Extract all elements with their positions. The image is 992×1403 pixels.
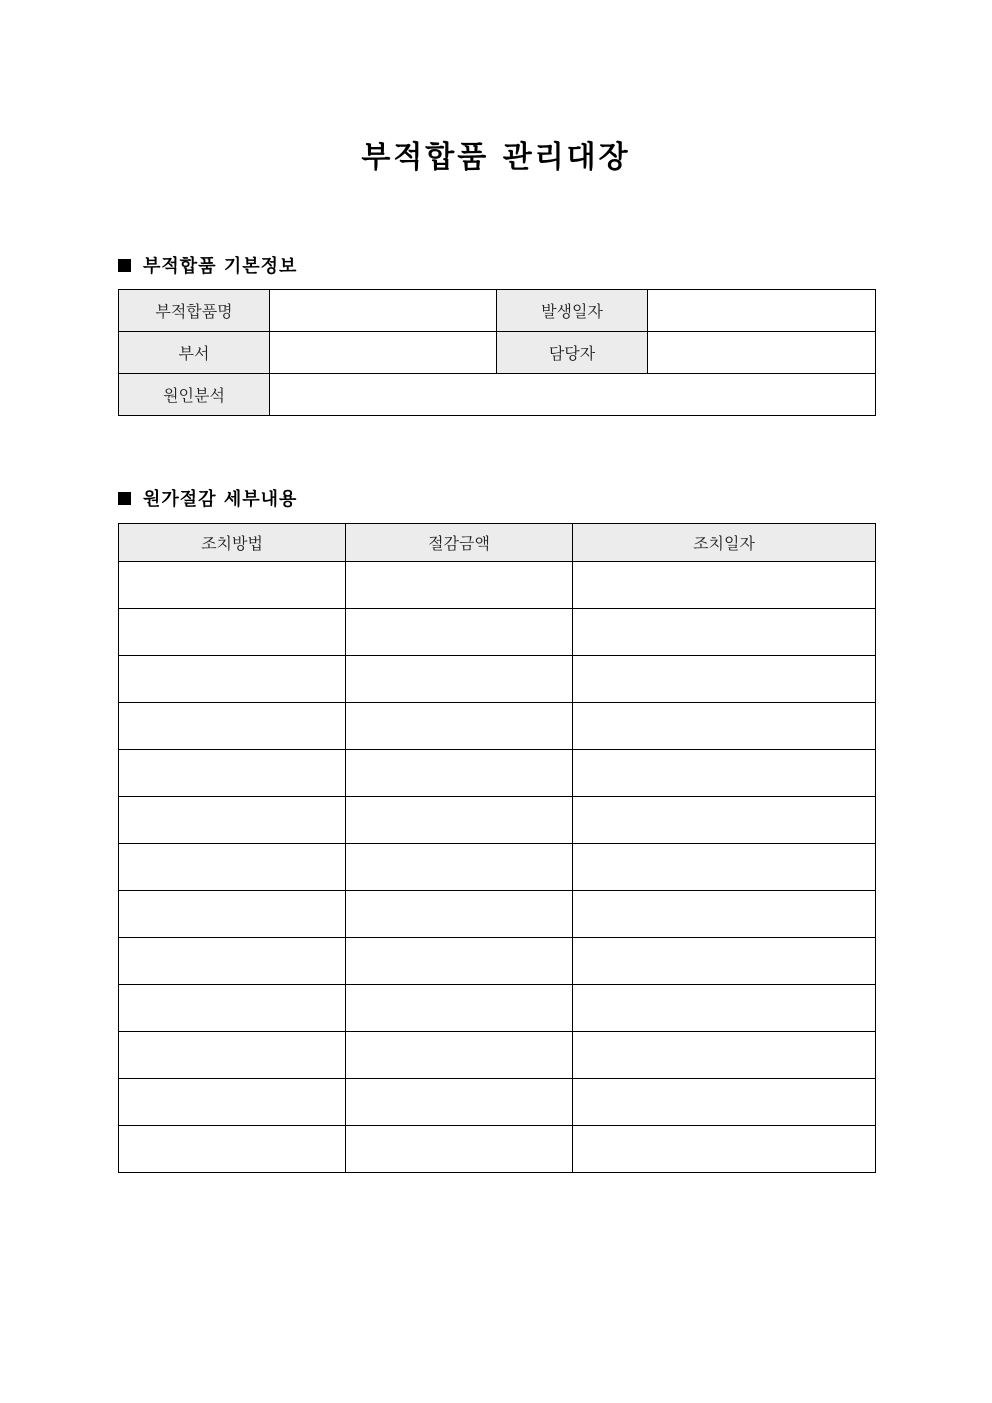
square-bullet-icon: [118, 259, 131, 272]
action-method-cell[interactable]: [119, 985, 346, 1032]
saving-amount-cell[interactable]: [346, 844, 573, 891]
product-name-label: 부적합품명: [119, 290, 270, 332]
action-method-cell[interactable]: [119, 562, 346, 609]
saving-amount-cell[interactable]: [346, 703, 573, 750]
saving-amount-cell[interactable]: [346, 656, 573, 703]
action-method-cell[interactable]: [119, 797, 346, 844]
action-date-cell[interactable]: [573, 797, 876, 844]
action-date-cell[interactable]: [573, 1032, 876, 1079]
table-row: [119, 938, 876, 985]
action-method-cell[interactable]: [119, 703, 346, 750]
action-method-cell[interactable]: [119, 938, 346, 985]
action-method-cell[interactable]: [119, 750, 346, 797]
section-heading-text: 부적합품 기본정보: [143, 256, 298, 277]
action-date-cell[interactable]: [573, 656, 876, 703]
saving-amount-cell[interactable]: [346, 1032, 573, 1079]
department-label: 부서: [119, 332, 270, 374]
manager-label: 담당자: [497, 332, 648, 374]
action-date-cell[interactable]: [573, 1079, 876, 1126]
column-header-action-method: 조치방법: [119, 524, 346, 562]
occurrence-date-field[interactable]: [648, 290, 876, 332]
table-row: [119, 1079, 876, 1126]
saving-amount-cell[interactable]: [346, 1079, 573, 1126]
action-date-cell[interactable]: [573, 703, 876, 750]
table-row: [119, 985, 876, 1032]
square-bullet-icon: [118, 492, 131, 505]
table-row: [119, 656, 876, 703]
column-header-action-date: 조치일자: [573, 524, 876, 562]
table-row: [119, 1126, 876, 1173]
action-date-cell[interactable]: [573, 985, 876, 1032]
basic-info-table: [118, 289, 876, 416]
section-heading-text: 원가절감 세부내용: [143, 489, 298, 510]
action-method-cell[interactable]: [119, 1126, 346, 1173]
cause-analysis-label: 원인분석: [119, 374, 270, 416]
action-date-cell[interactable]: [573, 609, 876, 656]
action-method-cell[interactable]: [119, 891, 346, 938]
section-heading-basic-info: [118, 252, 297, 278]
section-heading-cost-reduction: [118, 485, 297, 511]
action-date-cell[interactable]: [573, 844, 876, 891]
cost-reduction-table: [118, 523, 876, 1173]
occurrence-date-label: 발생일자: [497, 290, 648, 332]
table-row: [119, 891, 876, 938]
product-name-field[interactable]: [270, 290, 497, 332]
column-header-saving-amount: 절감금액: [346, 524, 573, 562]
saving-amount-cell[interactable]: [346, 985, 573, 1032]
action-date-cell[interactable]: [573, 1126, 876, 1173]
action-method-cell[interactable]: [119, 656, 346, 703]
action-date-cell[interactable]: [573, 750, 876, 797]
table-row: [119, 1032, 876, 1079]
saving-amount-cell[interactable]: [346, 891, 573, 938]
table-row: [119, 703, 876, 750]
table-row: [119, 609, 876, 656]
action-date-cell[interactable]: [573, 562, 876, 609]
action-date-cell[interactable]: [573, 938, 876, 985]
action-method-cell[interactable]: [119, 609, 346, 656]
saving-amount-cell[interactable]: [346, 562, 573, 609]
saving-amount-cell[interactable]: [346, 938, 573, 985]
cause-analysis-field[interactable]: [270, 374, 876, 416]
table-row: [119, 844, 876, 891]
saving-amount-cell[interactable]: [346, 797, 573, 844]
action-method-cell[interactable]: [119, 1032, 346, 1079]
page-title: 부적합품 관리대장: [361, 140, 631, 175]
saving-amount-cell[interactable]: [346, 1126, 573, 1173]
table-row: [119, 562, 876, 609]
manager-field[interactable]: [648, 332, 876, 374]
department-field[interactable]: [270, 332, 497, 374]
action-method-cell[interactable]: [119, 844, 346, 891]
table-row: [119, 797, 876, 844]
table-row: [119, 750, 876, 797]
action-method-cell[interactable]: [119, 1079, 346, 1126]
saving-amount-cell[interactable]: [346, 609, 573, 656]
action-date-cell[interactable]: [573, 891, 876, 938]
saving-amount-cell[interactable]: [346, 750, 573, 797]
